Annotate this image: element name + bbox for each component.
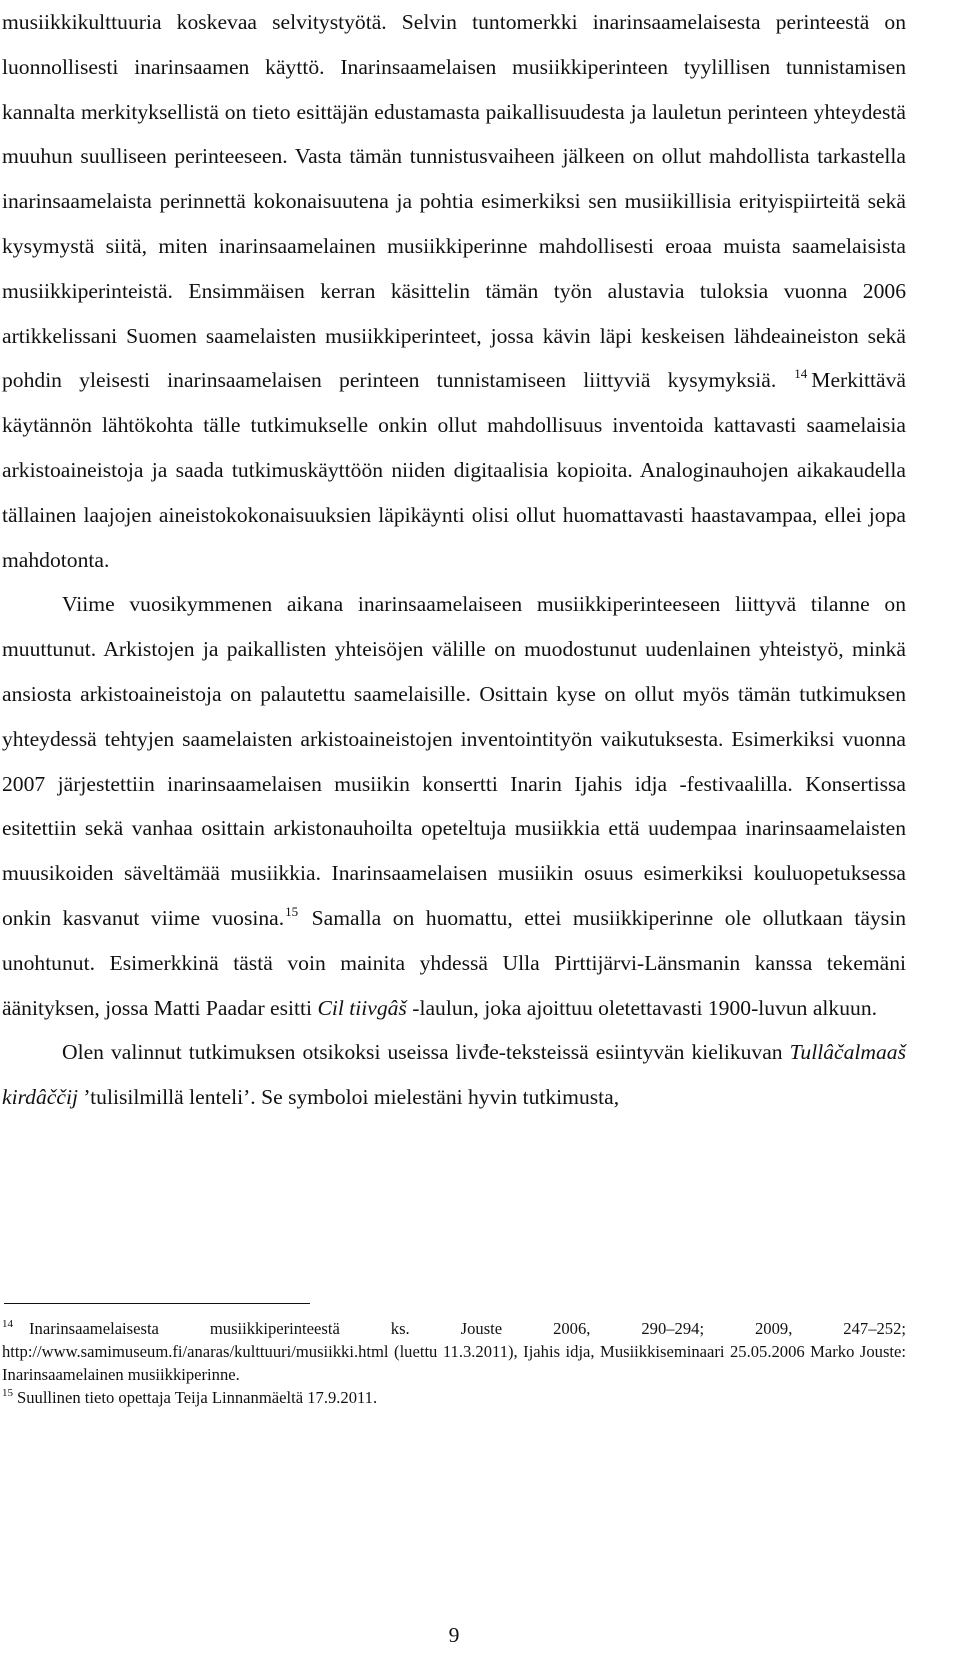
footnote-text: Inarinsaamelaisesta musiikkiperinteestä ks. Jouste 2006, 290–294; 2009, 247–252; http://www.samimuseum.fi/anaras/kulttuuri/musiikki.html (luettu 11.3.2011), Ijahis idja, Musiikkiseminaari 25.05.2006 Marko Jouste: Inarinsaamelainen musiikkiperinne. <box>2 1319 906 1384</box>
paragraph-2-text-a: Viime vuosikymmenen aikana inarinsaamelaiseen musiikkiperinteeseen liittyvä tilanne on muuttunut. Arkistojen ja paikallisten yhteisöjen välille on muodostunut uudenlainen yhteistyö, minkä ansiosta arkistoaineistoja on palautettu saamelaisille. Osittain kyse on ollut myös tämän tutkimuksen yhteydessä tehtyjen saamelaisten arkistoaineistojen inventointityön vaikutuksesta. Esimerkiksi vuonna 2007 järjestettiin inarinsaamelaisen musiikin konsertti Inarin Ijahis idja -festivaalilla. Konsertissa esitettiin sekä vanhaa osittain arkistonauhoilta opeteltuja musiikkia että uudempaa inarinsaamelaisten muusikoiden säveltämää musiikkia. Inarinsaamelaisen musiikin osuus esimerkiksi kouluopetuksessa onkin kasvanut viime vuosina. <box>2 592 906 930</box>
footnotes <box>2 1317 906 1409</box>
footnote-reference-15: 15 <box>285 903 299 919</box>
paragraph-3-text-a: Olen valinnut tutkimuksen otsikoksi useissa livđe-teksteissä esiintyvän kielikuvan <box>62 1040 783 1065</box>
paragraph-1-text-b: Merkittävä käytännön lähtökohta tälle tutkimukselle onkin ollut mahdollisuus inventoida kattavasti saamelaisia arkistoaineistoja ja saada tutkimuskäyttöön niiden digitaalisia kopioita. Analoginauhojen aikakaudella tällainen laajojen aineistokokonaisuuksien läpikäynti olisi ollut huomattavasti haastavampaa, ellei jopa mahdotonta. <box>2 368 906 572</box>
paragraph-2 <box>2 582 906 1030</box>
song-title: Cil tiivgâš <box>317 995 407 1020</box>
paragraph-2-text-b: Samalla on huomattu, ettei musiikkiperinne ole ollutkaan täysin unohtunut. Esimerkkinä tästä voin mainita yhdessä Ulla Pirttijärvi-Länsmanin kanssa tekemäni äänityksen, jossa Matti Paadar esitti <box>2 905 906 1020</box>
paragraph-3 <box>2 1030 906 1120</box>
page-number: 9 <box>448 1623 460 1647</box>
footnote-divider <box>4 1303 310 1304</box>
footnote-text: Suullinen tieto opettaja Teija Linnanmäeltä 17.9.2011. <box>17 1388 378 1407</box>
footnote-reference-14: 14 <box>794 366 808 382</box>
footnote-marker: 15 <box>2 1387 13 1399</box>
footnote-15 <box>2 1386 906 1409</box>
title-phrase: Tullâčalmaaš kirdâččij <box>2 1040 906 1110</box>
footnote-14 <box>2 1317 906 1386</box>
paragraph-1-text-a: musiikkikulttuuria koskevaa selvitystyötä. Selvin tuntomerkki inarinsaamelaisesta perinteestä on luonnollisesti inarinsaamen käyttö. Inarinsaamelaisen musiikkiperinteen tyylillisen tunnistamisen kannalta merkityksellistä on tieto esittäjän edustamasta paikallisuudesta ja lauletun perinteen yhteydestä muuhun suulliseen perinteeseen. Vasta tämän tunnistusvaiheen jälkeen on ollut mahdollista tarkastella inarinsaamelaista perinnettä kokonaisuutena ja pohtia esimerkiksi sen musiikillisia erityispiirteitä sekä kysymystä siitä, miten inarinsaamelainen musiikkiperinne mahdollisesti eroaa muista saamelaisista musiikkiperinteistä. Ensimmäisen kerran käsittelin tämän työn alustavia tuloksia vuonna 2006 artikkelissani Suomen saamelaisten musiikkiperinteet, jossa kävin läpi keskeisen lähdeaineiston sekä pohdin yleisesti inarinsaamelaisen perinteen tunnistamiseen liittyviä kysymyksiä. <box>2 10 906 393</box>
paragraph-1 <box>2 0 906 582</box>
paragraph-3-text-b: ’tulisilmillä lenteli’. Se symboloi mielestäni hyvin tutkimusta, <box>83 1085 620 1110</box>
paragraph-2-text-c: -laulun, joka ajoittuu oletettavasti 1900-luvun alkuun. <box>412 995 878 1020</box>
footnote-marker: 14 <box>2 1318 13 1330</box>
body-text <box>2 0 906 1120</box>
